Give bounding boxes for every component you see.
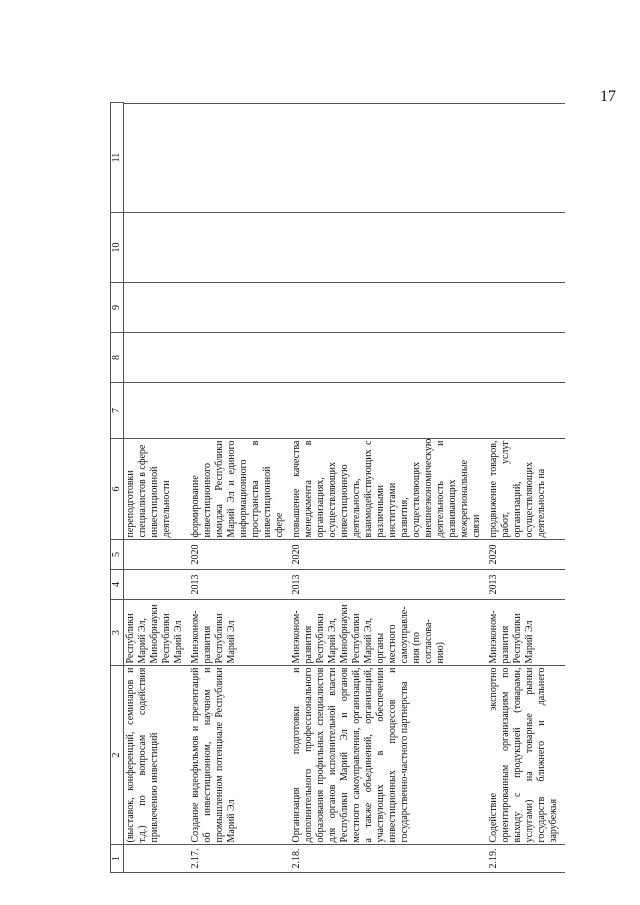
executor-text: Минэконом-развития Республики Марий Эл [488, 610, 535, 664]
row-number: 2.17. [190, 848, 201, 869]
col-4-header: 4 [111, 570, 124, 600]
rotated-table-sheet [110, 103, 565, 873]
col-9-header: 9 [111, 283, 124, 333]
table-row [487, 103, 564, 873]
start-year [124, 570, 190, 600]
measure-text: Организация подготовки и дополнительного профессионального образования профильных специалистов для органов исполнительной власти Республики Марий Эл и органов местного самоуправления, организаций, а также объединений, организаций, участвующих в обеспечении инвестиционных процессов и государственно-частного партнерства [291, 667, 410, 843]
executor-text: Минэконом-развития Республики Марий Эл, Минобрнауки Республики Марий Эл, органы местного самоуправле-ния (по согласова-нию) [291, 604, 446, 664]
measure-text: Содействие экспортно ориентированным организациям по выходу с продукцией (товарами, услугами) на товарные рынки государств ближнего и дальнего зарубежья [488, 667, 559, 843]
col-2-header: 2 [111, 666, 124, 845]
result-text: повышение качества менеджмента в организациях, осуществляющих инвестиционную деятельность, взаимодействующих с различными институтами развития, осуществляющих внешнеэкономическую деятельность и развивающих межрегиональные связи [291, 438, 482, 538]
row-number [124, 845, 190, 873]
col-3-header: 3 [111, 600, 124, 666]
result-text: продвижение товаров, работ, услуг организаций, осуществляющих деятельность на [488, 440, 547, 538]
col-10-header: 10 [111, 213, 124, 283]
row-number: 2.19. [488, 848, 499, 869]
table-row [189, 103, 290, 873]
start-year: 2013 [190, 574, 201, 595]
measure-text: Создание видеофильмов и презентаций об инвестиционном, научном и промышленном потенциале Республики Марий Эл [190, 667, 237, 843]
row-number: 2.18. [291, 848, 302, 869]
col-11-header: 11 [111, 103, 124, 213]
end-year: 2020 [190, 544, 201, 565]
measure-text: (выставок, конференций, семинаров и т.д.) по вопросам содействия привлечению инвестиций [125, 667, 160, 843]
executor-text: Минэконом-развития Республики Марий Эл [190, 610, 237, 664]
col-6-header: 6 [111, 439, 124, 540]
col-1-header: 1 [111, 845, 124, 873]
result-text: формирование инвестиционного имиджа Республики Марий Эл и единого информационного пространства в инвестиционной сфере [190, 440, 285, 538]
result-text: переподготовки специалистов в сфере инвестиционной деятельности [125, 444, 172, 538]
table-row [124, 103, 190, 873]
page-number: 17 [600, 88, 616, 105]
end-year: 2020 [488, 544, 499, 565]
start-year: 2013 [291, 574, 302, 595]
column-number-row [111, 103, 124, 873]
col-5-header: 5 [111, 540, 124, 570]
end-year [124, 540, 190, 570]
table-row [290, 103, 487, 873]
col-7-header: 7 [111, 383, 124, 439]
executor-text: Республики Марий Эл, Минобрнауки Республики Марий Эл [125, 604, 184, 664]
end-year: 2020 [291, 544, 302, 565]
start-year: 2013 [488, 574, 499, 595]
program-measures-table [110, 102, 564, 873]
col-8-header: 8 [111, 333, 124, 383]
